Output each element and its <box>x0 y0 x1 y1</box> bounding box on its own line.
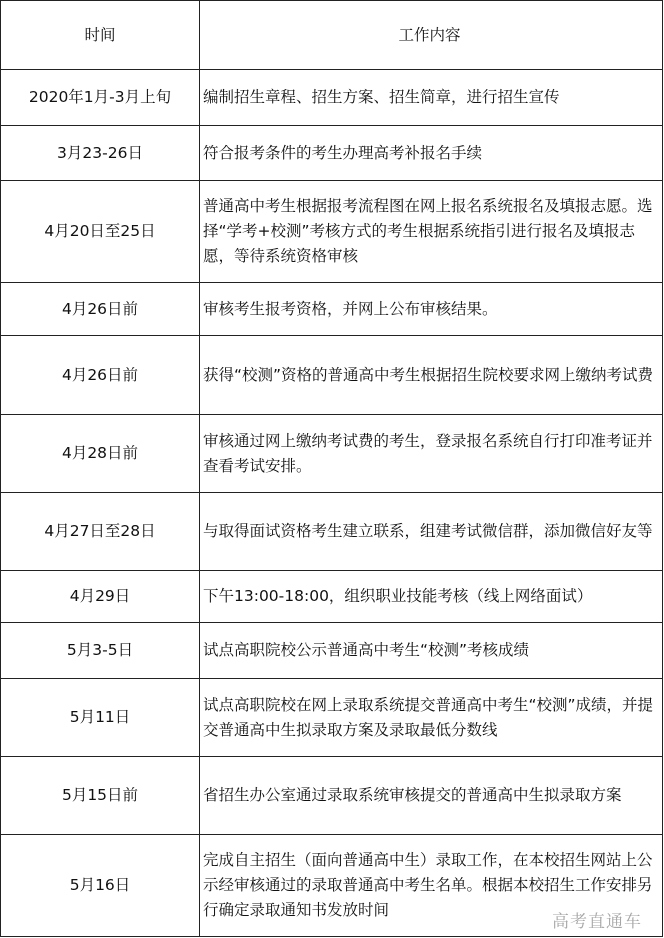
row-content: 普通高中考生根据报考流程图在网上报名系统报名及填报志愿。选择“学考+校测”考核方式的考生根据系统指引进行报名及填报志愿，等待系统资格审核 <box>200 181 663 283</box>
table-row <box>1 623 663 679</box>
row-time: 5月11日 <box>1 679 200 757</box>
row-content: 编制招生章程、招生方案、招生简章，进行招生宣传 <box>200 70 663 126</box>
table-row <box>1 181 663 283</box>
table-row <box>1 415 663 493</box>
table-row <box>1 283 663 336</box>
row-content: 完成自主招生（面向普通高中生）录取工作，在本校招生网站上公示经审核通过的录取普通高中考生名单。根据本校招生工作安排另行确定录取通知书发放时间 <box>200 835 663 937</box>
row-time: 5月15日前 <box>1 757 200 835</box>
table-row <box>1 70 663 126</box>
row-time: 4月20日至25日 <box>1 181 200 283</box>
watermark: 高考直通车 <box>552 912 642 932</box>
row-time: 2020年1月-3月上旬 <box>1 70 200 126</box>
row-content: 审核考生报考资格，并网上公布审核结果。 <box>200 283 663 336</box>
row-time: 5月3-5日 <box>1 623 200 679</box>
row-content: 符合报考条件的考生办理高考补报名手续 <box>200 126 663 181</box>
table-row <box>1 336 663 415</box>
row-content: 下午13:00-18:00，组织职业技能考核（线上网络面试） <box>200 571 663 623</box>
header-content: 工作内容 <box>200 1 663 70</box>
row-content: 与取得面试资格考生建立联系，组建考试微信群，添加微信好友等 <box>200 493 663 571</box>
table-row <box>1 493 663 571</box>
row-content: 试点高职院校在网上录取系统提交普通高中考生“校测”成绩，并提交普通高中生拟录取方案及录取最低分数线 <box>200 679 663 757</box>
row-content: 试点高职院校公示普通高中考生“校测”考核成绩 <box>200 623 663 679</box>
header-time: 时间 <box>1 1 200 70</box>
row-time: 4月26日前 <box>1 283 200 336</box>
row-time: 4月27日至28日 <box>1 493 200 571</box>
table-row <box>1 126 663 181</box>
table-row <box>1 679 663 757</box>
row-time: 4月29日 <box>1 571 200 623</box>
row-time: 4月26日前 <box>1 336 200 415</box>
row-content: 审核通过网上缴纳考试费的考生，登录报名系统自行打印准考证并查看考试安排。 <box>200 415 663 493</box>
row-time: 3月23-26日 <box>1 126 200 181</box>
row-time: 5月16日 <box>1 835 200 937</box>
row-content: 省招生办公室通过录取系统审核提交的普通高中生拟录取方案 <box>200 757 663 835</box>
table-row <box>1 757 663 835</box>
row-content: 获得“校测”资格的普通高中考生根据招生院校要求网上缴纳考试费 <box>200 336 663 415</box>
table-header-row <box>1 1 663 70</box>
table-row <box>1 571 663 623</box>
row-time: 4月28日前 <box>1 415 200 493</box>
